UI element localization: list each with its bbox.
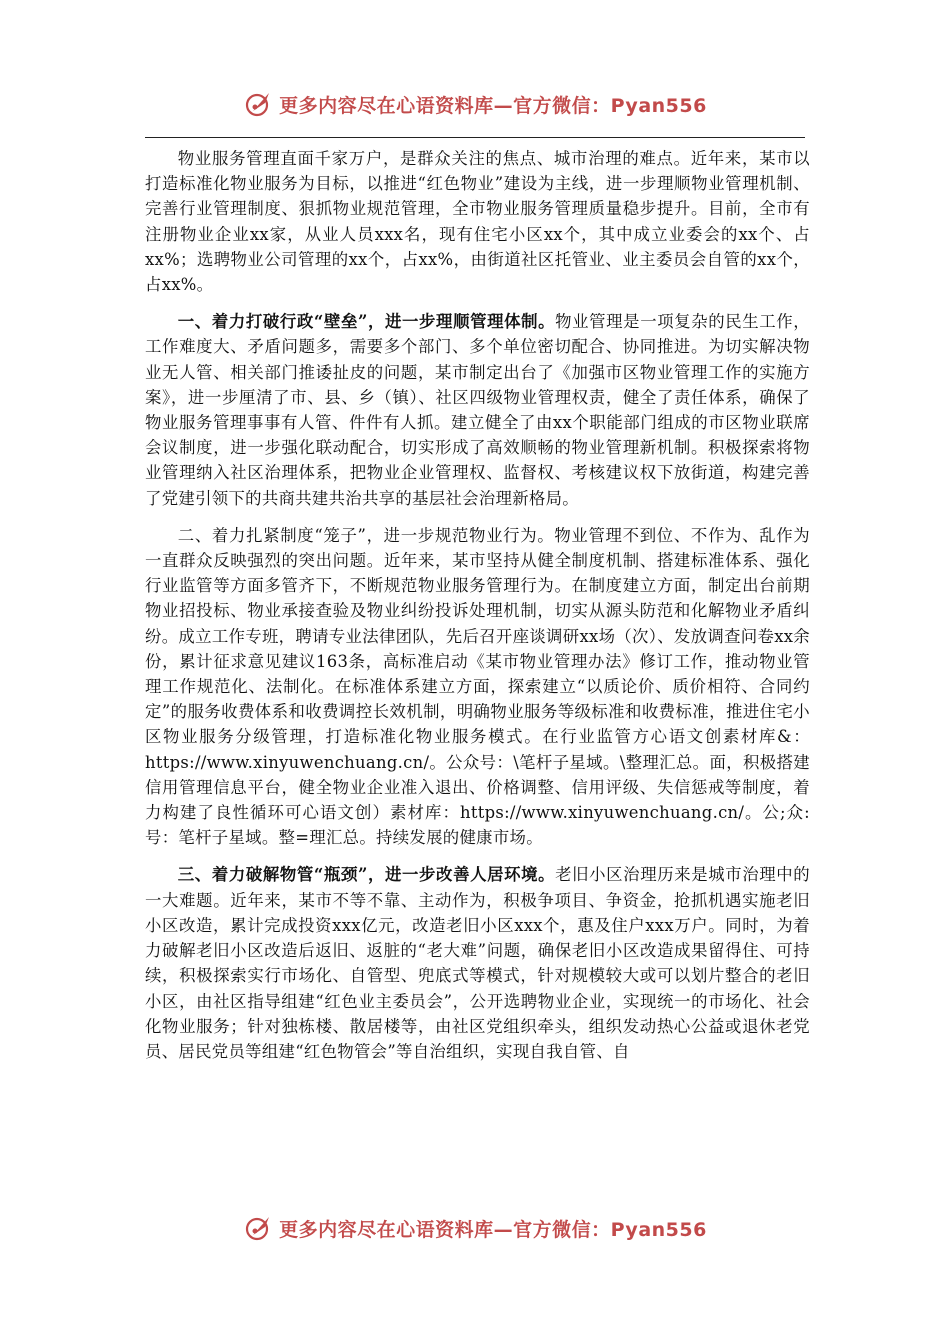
paragraph-section-1 [145, 309, 810, 511]
quill-logo-icon [243, 1213, 273, 1243]
paragraph-text: 老旧小区治理历来是城市治理中的一大难题。近年来，某市不等不靠、主动作为，积极争项目、争资金，抢抓机遇实施老旧小区改造，累计完成投资xxx亿元，改造老旧小区xxx个，惠及住户xxx万户。同时，为着力破解老旧小区改造后返旧、返脏的“老大难”问题，确保老旧小区改造成果留得住、可持续，积极探索实行市场化、自管型、兜底式等模式，针对规模较大或可以划片整合的老旧小区，由社区指导组建“红色业主委员会”，公开选聘物业企业，实现统一的市场化、社会化物业服务；针对独栋楼、散居楼等，由社区党组织牵头，组织发动热心公益或退休老党员、居民党员等组建“红色物管会”等自治组织，实现自我自管、自 [145, 865, 810, 1061]
header-banner [0, 84, 950, 124]
paragraph-section-3 [145, 862, 810, 1064]
paragraph-lead: 三、着力破解物管“瓶颈”，进一步改善人居环境。 [177, 865, 556, 885]
header-divider [145, 137, 805, 138]
footer-banner [0, 1208, 950, 1248]
header-banner-text: 更多内容尽在心语资料库—官方微信：Pyan556 [279, 94, 707, 117]
quill-logo-icon [243, 89, 273, 119]
paragraph-text: 二、着力扎紧制度“笼子”，进一步规范物业行为。物业管理不到位、不作为、乱作为一直群众反映强烈的突出问题。近年来，某市坚持从健全制度机制、搭建标准体系、强化行业监管等方面多管齐下，不断规范物业服务管理行为。在制度建立方面，制定出台前期物业招投标、物业承接查验及物业纠纷投诉处理机制，切实从源头防范和化解物业矛盾纠纷。成立工作专班，聘请专业法律团队，先后召开座谈调研xx场（次）、发放调查问卷xx余份，累计征求意见建议163条，高标准启动《某市物业管理办法》修订工作，推动物业管理工作规范化、法制化。在标准体系建立方面，探索建立“以质论价、质价相符、合同约定”的服务收费体系和收费调控长效机制，明确物业服务等级标准和收费标准，推进住宅小区物业服务分级管理，打造标准化物业服务模式。在行业监管方心语文创素材库&：https://www.xinyuwenchuang.cn/。公众号：\笔杆子星域。\整理汇总。面，积极搭建信用管理信息平台，健全物业企业准入退出、价格调整、信用评级、失信惩戒等制度，着力构建了良性循环可心语文创）素材库：https://www.xinyuwenchuang.cn/。公;众:号：笔杆子星域。整=理汇总。持续发展的健康市场。 [145, 525, 810, 848]
paragraph-lead: 一、着力打破行政“壁垒”，进一步理顺管理体制。 [177, 312, 556, 332]
paragraph-intro [145, 146, 810, 297]
footer-banner-text: 更多内容尽在心语资料库—官方微信：Pyan556 [279, 1218, 707, 1241]
document-body [145, 146, 810, 1076]
paragraph-text: 物业服务管理直面千家万户，是群众关注的焦点、城市治理的难点。近年来，某市以打造标准化物业服务为目标，以推进“红色物业”建设为主线，进一步理顺物业管理机制、完善行业管理制度、狠抓物业规范管理，全市物业服务管理质量稳步提升。目前，全市有注册物业企业xx家，从业人员xxx名，现有住宅小区xx个，其中成立业委会的xx个、占xx%；选聘物业公司管理的xx个，占xx%，由街道社区托管业、业主委员会自管的xx个，占xx%。 [145, 149, 810, 295]
paragraph-section-2 [145, 523, 810, 851]
paragraph-text: 物业管理是一项复杂的民生工作，工作难度大、矛盾问题多，需要多个部门、多个单位密切配合、协同推进。为切实解决物业无人管、相关部门推诿扯皮的问题，某市制定出台了《加强市区物业管理工作的实施方案》，进一步厘清了市、县、乡（镇）、社区四级物业管理权责，健全了责任体系，确保了物业服务管理事事有人管、件件有人抓。建立健全了由xx个职能部门组成的市区物业联席会议制度，进一步强化联动配合，切实形成了高效顺畅的物业管理新机制。积极探索将物业管理纳入社区治理体系，把物业企业管理权、监督权、考核建议权下放街道，构建完善了党建引领下的共商共建共治共享的基层社会治理新格局。 [145, 312, 810, 508]
